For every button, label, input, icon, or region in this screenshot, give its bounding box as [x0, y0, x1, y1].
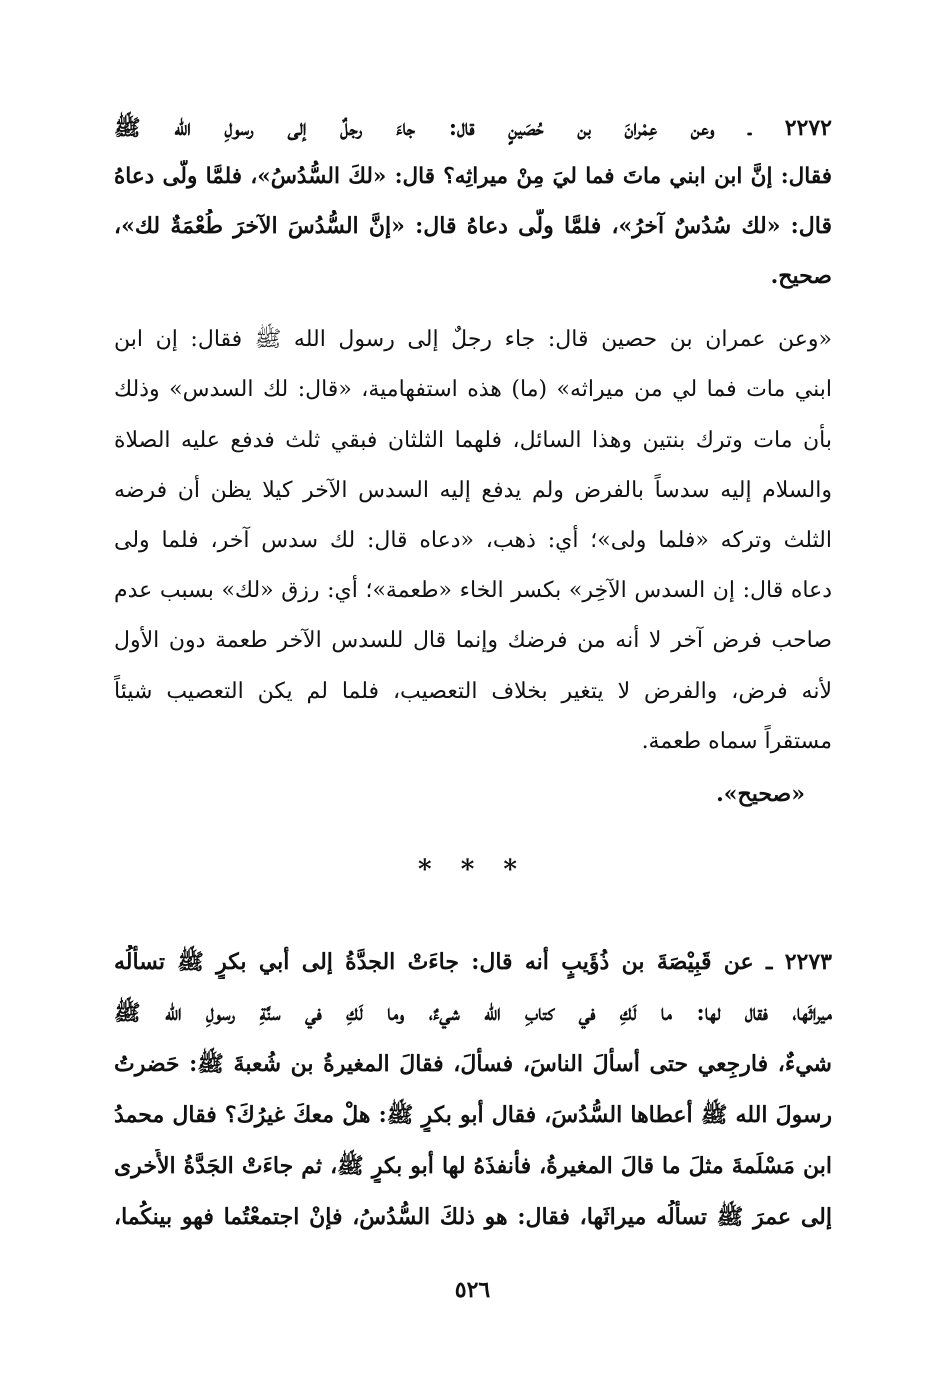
commentary-line-7: صاحب فرض آخر لا أنه من فرضك وإنما قال للسدس الآخر طعمة دون الأول — [114, 628, 832, 653]
commentary-line-9: مستقراً سماه طعمة. — [641, 729, 832, 754]
hadith-2272-line-2: فقال: إنَّ ابن ابني ماتَ فما ليَ مِنْ ميراثِه؟ قال: «لكَ السُّدُسُ»، فلمَّا ولَّى دعاهُ — [114, 164, 832, 189]
hadith-2272-grade: صحيح. — [770, 263, 832, 289]
commentary-line-6: دعاه قال: إن السدس الآخِر» بكسر الخاء «طعمة»؛ أي: رزق «لك» بسبب عدم — [114, 578, 832, 603]
commentary-grade: «صحيح». — [716, 781, 805, 807]
commentary-line-3: بأن مات وترك بنتين وهذا السائل، فلهما الثلثان فبقي ثلث فدفع عليه الصلاة — [114, 428, 832, 453]
hadith-2273-line-4: رسولَ الله ﷺ أعطاها السُّدُسَ، فقال أبو بكرٍ ﷺ: هلْ معكَ غيرُكَ؟ فقال محمدُ — [114, 1102, 832, 1128]
hadith-2273-line-5: ابن مَسْلَمةَ مثلَ ما قالَ المغيرةُ، فأنفذَهُ لها أبو بكرٍ ﷺ، ثم جاءَتْ الجَدَّةُ الأُخرى — [114, 1153, 832, 1179]
hadith-2273-line-2: ميراثَها، فقال لها: ما لَكِ في كتابِ الله شيءٌ، وما لَكِ في سنَّةِ رسولِ الله ﷺ — [114, 1000, 832, 1026]
hadith-2273-line-3: شيءٌ، فارجِعي حتى أسألَ الناسَ، فسألَ، فقالَ المغيرةُ بن شُعبةَ ﷺ: حَضرتُ — [114, 1051, 832, 1077]
commentary-line-2: ابني مات فما لي من ميراثه» (ما) هذه استفهامية، «قال: لك السدس» وذلك — [114, 377, 832, 402]
commentary-line-4: والسلام إليه سدساً بالفرض ولم يدفع إليه السدس الآخر كيلا يظن أن فرضه — [114, 478, 832, 503]
hadith-2272-line-1: ٢٢٧٢ ـ وعن عِمْرانَ بن حُصَينٍ قال: جاءَ رجلٌ إلى رسولِ الله ﷺ — [114, 115, 832, 141]
hadith-2273-line-6: إلى عمرَ ﷺ تسألُه ميراثَها، فقال: هو ذلكَ السُّدُسُ، فإنْ اجتمعْتُما فهو بينكُما، — [114, 1204, 832, 1230]
section-separator: * * * — [418, 855, 527, 885]
commentary-line-8: لأنه فرض، والفرض لا يتغير بخلاف التعصيب، فلما لم يكن التعصيب شيئاً — [114, 679, 832, 704]
hadith-2272-line-3: قال: «لك سُدُسٌ آخرُ»، فلمَّا ولَّى دعاهُ قال: «إنَّ السُّدُسَ الآخرَ طُعْمَةٌ لك»، — [114, 213, 832, 239]
commentary-line-5: الثلث وتركه «فلما ولى»؛ أي: ذهب، «دعاه قال: لك سدس آخر، فلما ولى — [114, 528, 832, 553]
commentary-line-1: «وعن عمران بن حصين قال: جاء رجلٌ إلى رسول الله ﷺ فقال: إن ابن — [114, 327, 832, 352]
page-number: ٥٢٦ — [454, 1277, 491, 1303]
hadith-2273-line-1: ٢٢٧٣ ـ عن قَبِيْصَةَ بن ذُؤَيبٍ أنه قال: جاءَتْ الجدَّةُ إلى أبي بكرٍ ﷺ تسألُه — [114, 949, 832, 975]
